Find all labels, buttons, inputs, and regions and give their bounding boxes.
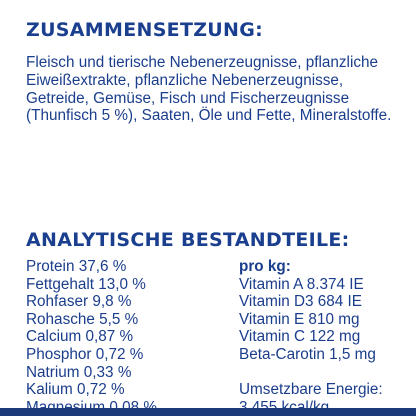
nutrient-item: Fettgehalt 13,0 % [26,275,146,293]
composition-line: Getreide, Gemüse, Fisch und Fischerzeugnisse [26,89,350,107]
vitamin-item: Beta-Carotin 1,5 mg [239,345,376,363]
analysis-heading: ANALYTISCHE BESTANDTEILE: [26,229,350,251]
bottom-bar [0,408,416,416]
nutrient-item: Rohfaser 9,8 % [26,293,132,311]
composition-line: Fleisch und tierische Nebenerzeugnisse, pflanzliche [26,54,379,71]
nutrient-item: Protein 37,6 % [26,258,127,275]
nutrient-item: Natrium 0,33 % [26,363,132,381]
nutrient-item: Calcium 0,87 % [26,328,134,346]
vitamin-list [239,258,383,416]
vitamin-item: Vitamin C 122 mg [239,328,361,346]
energy-label: Umsetzbare Energie: [239,381,383,399]
vitamin-item: Vitamin A 8.374 IE [239,275,364,293]
nutrient-item: Rohasche 5,5 % [26,310,139,328]
composition-heading: ZUSAMMENSETZUNG: [26,19,264,41]
vitamin-item: Vitamin E 810 mg [239,310,360,328]
nutrient-list [26,258,157,416]
per-kg-label: pro kg: [239,258,291,275]
nutrient-item: Kalium 0,72 % [26,381,125,399]
composition-line: (Thunfisch 5 %), Saaten, Öle und Fette, Mineralstoffe. [26,107,392,125]
nutrient-item: Phosphor 0,72 % [26,345,144,363]
composition-line: Eiweißextrakte, pflanzliche Nebenerzeugnisse, [26,71,344,89]
vitamin-item: Vitamin D3 684 IE [239,293,363,311]
composition-text [26,54,411,125]
spacer [239,364,383,382]
